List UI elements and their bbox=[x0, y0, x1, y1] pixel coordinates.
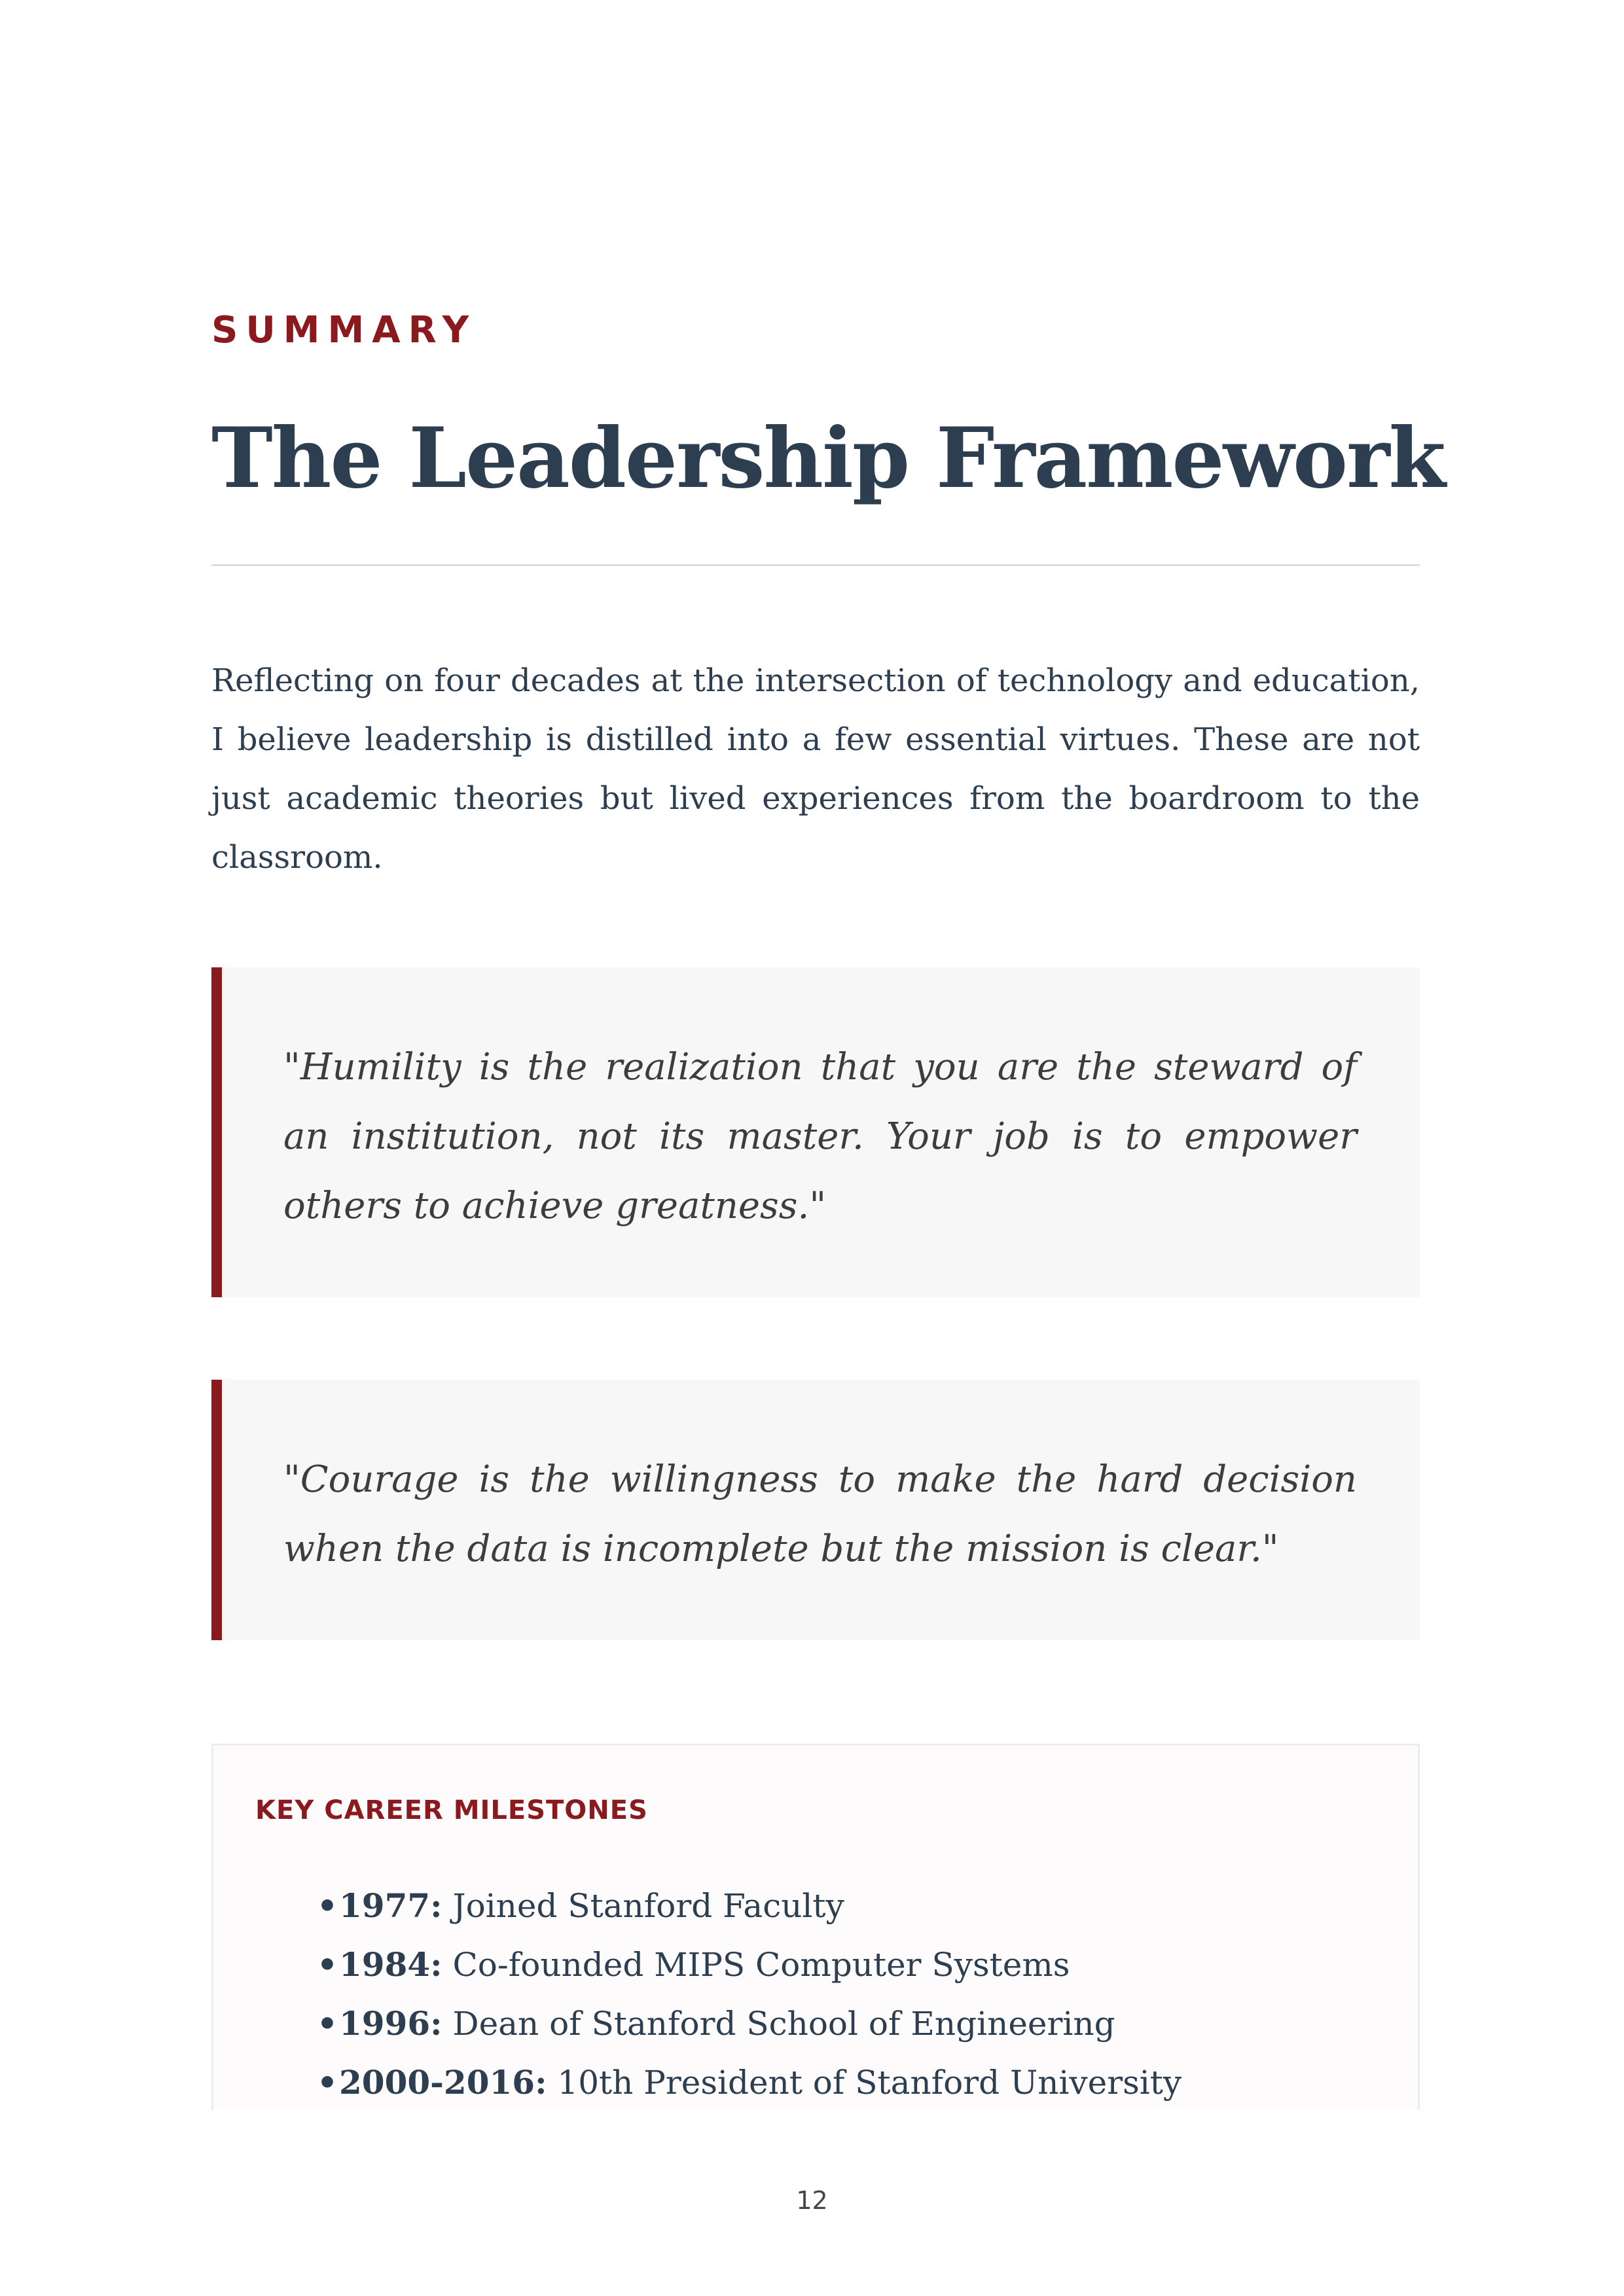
milestone-year: 1996: bbox=[339, 2004, 442, 2043]
bullet-icon: • bbox=[317, 1886, 338, 1925]
intro-paragraph: Reflecting on four decades at the intersection of technology and education, I believe leadership is distilled into a few essential virtues. These are not just academic theories but lived experiences from the boardroom to the classroom. bbox=[211, 662, 1420, 876]
courage-quote-text: "Courage is the willingness to make the hard decision when the data is incomplete but the mission is clear." bbox=[283, 1458, 1357, 1570]
milestone-item bbox=[317, 1876, 1182, 1935]
bullet-icon: • bbox=[317, 1945, 338, 1984]
humility-quote-block bbox=[211, 967, 1420, 1297]
milestones-list bbox=[317, 1876, 1182, 2112]
milestone-year: 1977: bbox=[339, 1886, 442, 1925]
milestone-text: 10th President of Stanford University bbox=[547, 2064, 1182, 2102]
section-kicker: SUMMARY bbox=[211, 309, 477, 351]
milestone-year: 1984: bbox=[339, 1945, 442, 1984]
humility-quote-text: "Humility is the realization that you are the steward of an institution, not its master. Your job is to empower others to achieve greatness." bbox=[283, 1046, 1357, 1227]
milestone-year: 2000-2016: bbox=[339, 2063, 547, 2102]
milestone-item bbox=[317, 2053, 1182, 2112]
bullet-icon: • bbox=[317, 2004, 338, 2043]
milestones-heading: KEY CAREER MILESTONES bbox=[255, 1795, 648, 1825]
page-title: The Leadership Framework bbox=[211, 410, 1445, 507]
milestone-text: Co-founded MIPS Computer Systems bbox=[442, 1946, 1070, 1984]
milestone-text: Dean of Stanford School of Engineering bbox=[442, 2005, 1115, 2043]
bullet-icon: • bbox=[317, 2063, 338, 2102]
page-number: 12 bbox=[796, 2186, 828, 2215]
courage-quote-block bbox=[211, 1380, 1420, 1640]
career-milestones-box bbox=[211, 1744, 1420, 2110]
milestone-text: Joined Stanford Faculty bbox=[442, 1887, 844, 1925]
milestone-item bbox=[317, 1994, 1182, 2053]
title-divider bbox=[211, 564, 1420, 566]
milestone-item bbox=[317, 1935, 1182, 1994]
